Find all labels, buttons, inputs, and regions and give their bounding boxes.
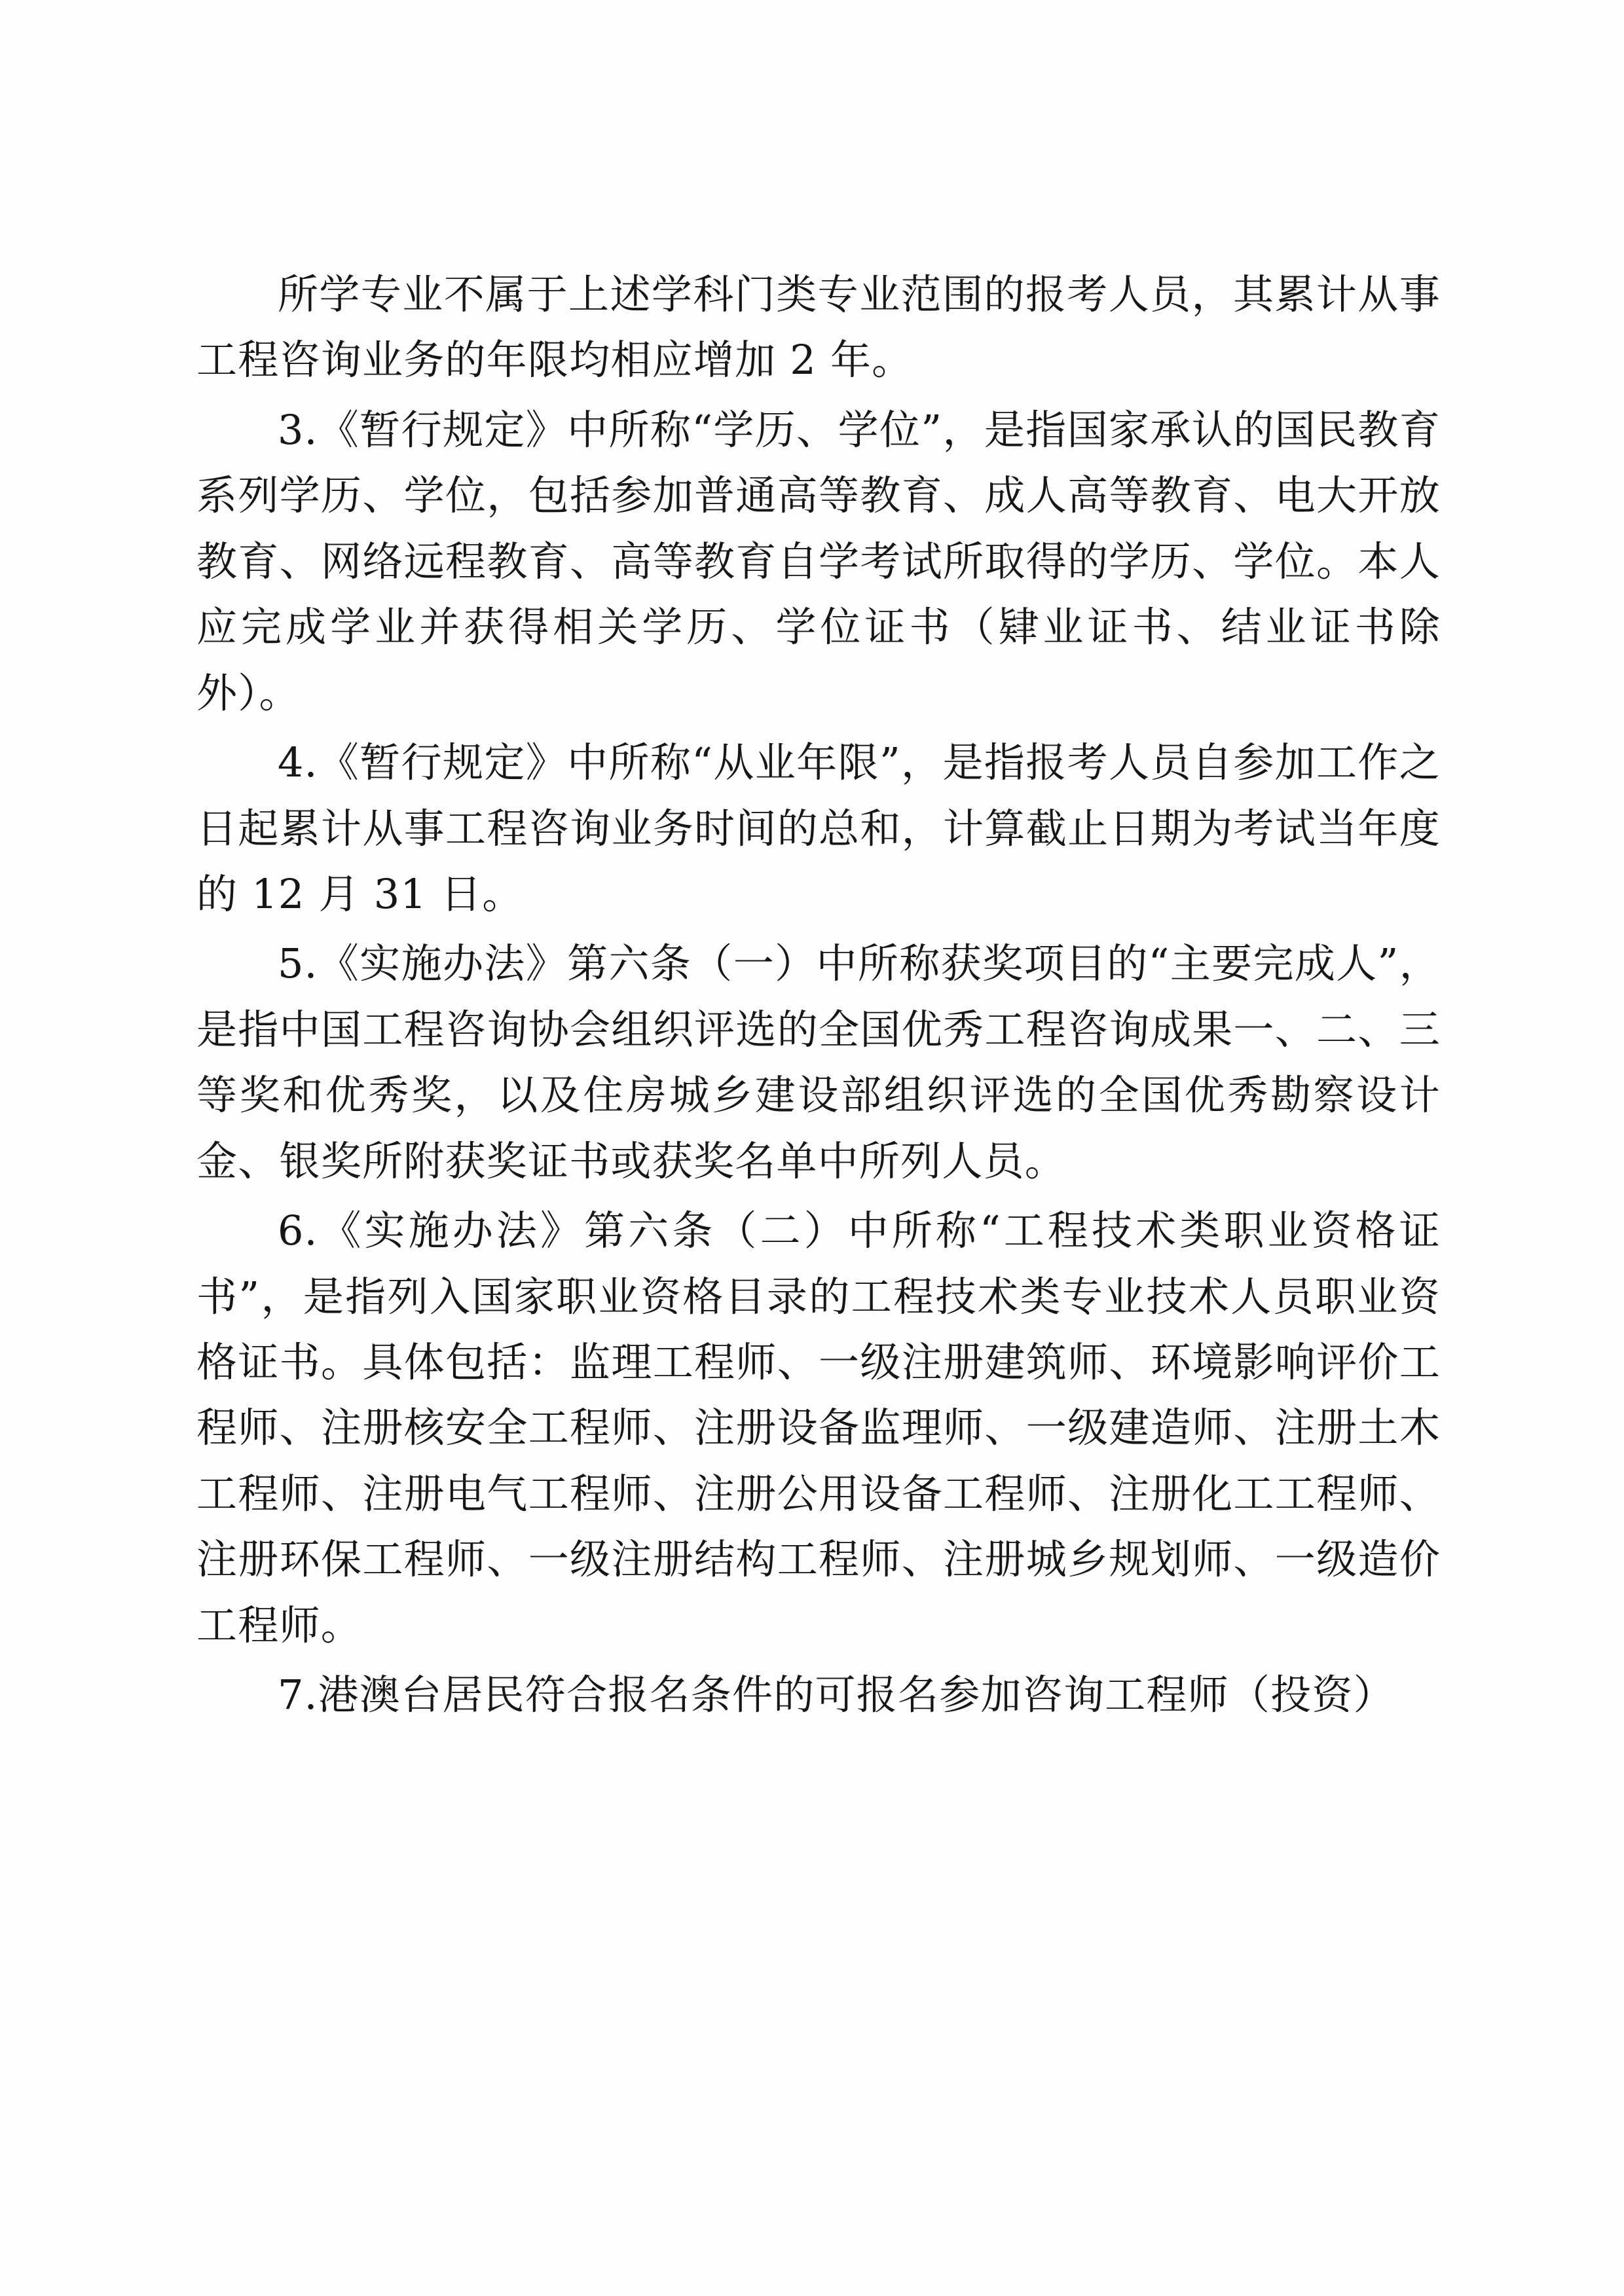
paragraph-item-4: 4.《暂行规定》中所称“从业年限”，是指报考人员自参加工作之日起累计从事工程咨询业务时间的总和，计算截止日期为考试当年度的 12 月 31 日。	[196, 738, 1441, 918]
paragraph-item-3: 3.《暂行规定》中所称“学历、学位”，是指国家承认的国民教育系列学历、学位，包括参加普通高等教育、成人高等教育、电大开放教育、网络远程教育、高等教育自学考试所取得的学历、学位。本人应完成学业并获得相关学历、学位证书（肄业证书、结业证书除外）。	[196, 405, 1441, 717]
document-body	[196, 262, 1441, 1728]
paragraph-item-5: 5.《实施办法》第六条（一）中所称获奖项目的“主要完成人”，是指中国工程咨询协会组织评选的全国优秀工程咨询成果一、二、三等奖和优秀奖，以及住房城乡建设部组织评选的全国优秀勘察设计金、银奖所附获奖证书或获奖名单中所列人员。	[196, 939, 1441, 1185]
paragraph-item-7: 7.港澳台居民符合报名条件的可报名参加咨询工程师（投资）	[278, 1671, 1395, 1719]
paragraph-item-6: 6.《实施办法》第六条（二）中所称“工程技术类职业资格证书”，是指列入国家职业资格目录的工程技术类专业技术人员职业资格证书。具体包括：监理工程师、一级注册建筑师、环境影响评价工程师、注册核安全工程师、注册设备监理师、一级建造师、注册土木工程师、注册电气工程师、注册公用设备工程师、注册化工工程师、注册环保工程师、一级注册结构工程师、注册城乡规划师、一级造价工程师。	[196, 1207, 1441, 1649]
paragraph-unrelated-major: 所学专业不属于上述学科门类专业范围的报考人员，其累计从事工程咨询业务的年限均相应增加 2 年。	[196, 270, 1441, 384]
